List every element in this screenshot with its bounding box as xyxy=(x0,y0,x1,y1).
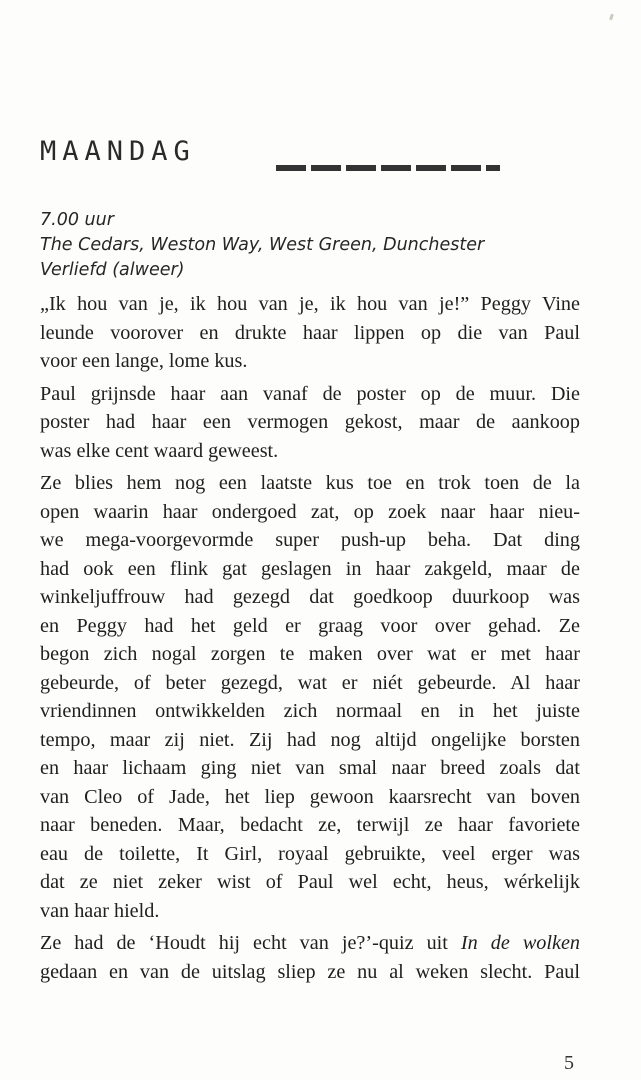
text-line: Ze blies hem nog een laatste kus toe en trok toen de la xyxy=(40,472,580,494)
text-line: poster had haar een vermogen gekost, maar de aankoop xyxy=(40,411,580,433)
text-line: „Ik hou van je, ik hou van je, ik hou van je!” Peggy Vine xyxy=(40,293,580,315)
text-line: en haar lichaam ging niet van smal naar breed zoals dat xyxy=(40,757,580,779)
text-line: voor een lange, lome kus. xyxy=(40,350,248,372)
decorative-dashed-line xyxy=(276,165,500,171)
paragraph xyxy=(40,469,580,925)
body-text xyxy=(40,290,580,990)
text-line: van haar hield. xyxy=(40,899,160,922)
text-line: en Peggy had het geld er graag voor over gehad. Ze xyxy=(40,614,580,637)
text-line: open waarin haar ondergoed zat, op zoek naar haar nieu- xyxy=(40,500,580,523)
text-line: Paul grijnsde haar aan vanaf de poster op de muur. Die xyxy=(40,382,580,405)
text-span: Ze had de ‘Houdt hij echt van je?’-quiz uit xyxy=(40,932,461,954)
text-line: gedaan en van de uitslag sliep ze nu al weken slecht. Paul xyxy=(40,960,580,983)
text-line xyxy=(40,929,580,958)
text-line: tempo, maar zij niet. Zij had nog altijd ongelijke borsten xyxy=(40,728,580,751)
text-line: naar beneden. Maar, bedacht ze, terwijl ze haar favoriete xyxy=(40,814,580,836)
scene-status: Verliefd (alweer) xyxy=(40,260,185,280)
paper-mark xyxy=(609,14,614,21)
text-line: eau de toilette, It Girl, royaal gebruikte, veel erger was xyxy=(40,842,580,865)
magazine-title: In de wolken xyxy=(460,932,580,954)
text-line: gebeurde, of beter gezegd, wat er niét gebeurde. Al haar xyxy=(40,671,580,694)
scene-time: 7.00 uur xyxy=(40,210,114,230)
paragraph xyxy=(40,380,580,466)
text-line: begon zich nogal zorgen te maken over wat er met haar xyxy=(40,643,580,665)
scene-header xyxy=(40,208,484,283)
text-line: was elke cent waard geweest. xyxy=(40,439,279,462)
paragraph xyxy=(40,290,580,376)
chapter-title: MAANDAG xyxy=(40,136,196,167)
page-number: 5 xyxy=(564,1052,574,1074)
text-line: winkeljuffrouw had gezegd dat goedkoop duurkoop was xyxy=(40,586,580,608)
text-line: we mega-voorgevormde super push-up beha. Dat ding xyxy=(40,529,580,551)
paragraph xyxy=(40,929,580,986)
scene-location: The Cedars, Weston Way, West Green, Dunchester xyxy=(40,235,485,255)
text-line: van Cleo of Jade, het liep gewoon kaarsrecht van boven xyxy=(40,785,580,808)
text-line: vriendinnen ontwikkelden zich normaal en in het juiste xyxy=(40,700,580,722)
text-line: dat ze niet zeker wist of Paul wel echt, heus, wérkelijk xyxy=(40,871,580,893)
text-line: had ook een flink gat geslagen in haar zakgeld, maar de xyxy=(40,557,580,580)
text-line: leunde voorover en drukte haar lippen op die van Paul xyxy=(40,321,580,344)
